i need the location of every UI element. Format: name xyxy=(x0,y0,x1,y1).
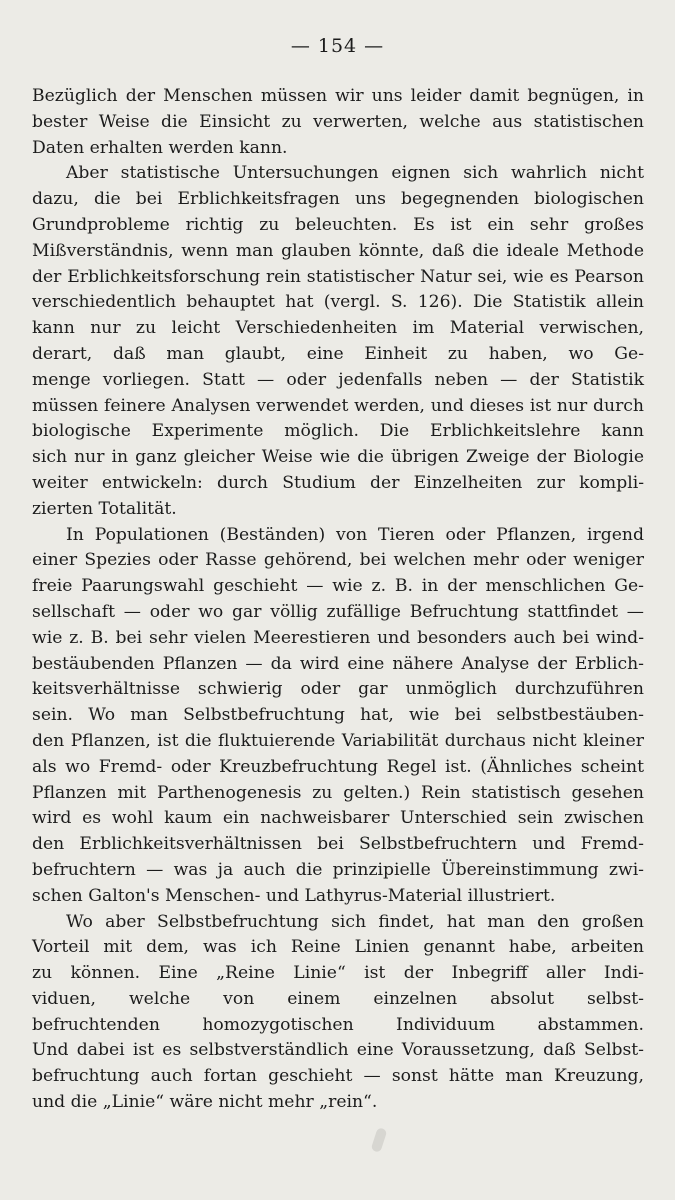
text-line: weiter entwickeln: durch Studium der Einzelheiten zur kompli- xyxy=(32,472,644,493)
text-line: verschiedentlich behauptet hat (vergl. S. 126). Die Statistik allein xyxy=(32,292,644,313)
text-line: bestäubenden Pflanzen — da wird eine nähere Analyse der Erblich- xyxy=(32,653,644,674)
text-line: Mißverständnis, wenn man glauben könnte, daß die ideale Methode xyxy=(32,240,644,261)
text-line: den Pflanzen, ist die fluktuierende Variabilität durchaus nicht kleiner xyxy=(32,730,644,751)
text-line: Aber statistische Untersuchungen eignen sich wahrlich nicht xyxy=(66,163,644,184)
paper-mark xyxy=(371,1127,388,1153)
text-line: Und dabei ist es selbstverständlich eine Voraussetzung, daß Selbst- xyxy=(32,1040,644,1061)
text-line: befruchtung auch fortan geschieht — sonst hätte man Kreuzung, xyxy=(32,1066,644,1087)
text-line: kann nur zu leicht Verschiedenheiten im Material verwischen, xyxy=(32,318,644,339)
text-line: schen Galton's Menschen- und Lathyrus-Material illustriert. xyxy=(32,885,556,906)
text-line: sich nur in ganz gleicher Weise wie die übrigen Zweige der Biologie xyxy=(32,447,644,468)
text-line: der Erblichkeitsforschung rein statistischer Natur sei, wie es Pearson xyxy=(32,266,644,287)
text-line: Bezüglich der Menschen müssen wir uns leider damit begnügen, in xyxy=(32,86,644,106)
paragraph-3 xyxy=(32,523,644,910)
text-line: zierten Totalität. xyxy=(32,498,177,519)
text-line: bester Weise die Einsicht zu verwerten, welche aus statistischen xyxy=(32,111,644,132)
text-line: Pflanzen mit Parthenogenesis zu gelten.) Rein statistisch gesehen xyxy=(32,782,644,803)
text-line: menge vorliegen. Statt — oder jedenfalls neben — der Statistik xyxy=(32,369,644,390)
text-line: als wo Fremd- oder Kreuzbefruchtung Regel ist. (Ähnliches scheint xyxy=(32,756,644,777)
page-number: — 154 — xyxy=(290,35,385,57)
text-line: sellschaft — oder wo gar völlig zufällige Befruchtung stattfindet — xyxy=(32,601,644,622)
text-line: wird es wohl kaum ein nachweisbarer Unterschied sein zwischen xyxy=(32,808,644,829)
text-line: derart, daß man glaubt, eine Einheit zu haben, wo Ge- xyxy=(32,343,644,364)
text-line: freie Paarungswahl geschieht — wie z. B. in der menschlichen Ge- xyxy=(32,576,644,597)
text-line: Wo aber Selbstbefruchtung sich findet, hat man den großen xyxy=(66,911,644,932)
body-text xyxy=(32,84,644,1116)
text-line: In Populationen (Beständen) von Tieren oder Pflanzen, irgend xyxy=(66,524,644,545)
text-line: befruchtern — was ja auch die prinzipielle Übereinstimmung zwi- xyxy=(32,859,644,880)
text-line: zu können. Eine „Reine Linie“ ist der Inbegriff aller Indi- xyxy=(32,963,644,984)
paragraph-2 xyxy=(32,161,644,522)
text-line: keitsverhältnisse schwierig oder gar unmöglich durchzuführen xyxy=(32,679,644,700)
text-line: viduen, welche von einem einzelnen absolut selbst- xyxy=(32,988,644,1009)
text-line: Vorteil mit dem, was ich Reine Linien genannt habe, arbeiten xyxy=(32,937,644,958)
text-line: Daten erhalten werden kann. xyxy=(32,137,288,158)
text-line: und die „Linie“ wäre nicht mehr „rein“. xyxy=(32,1092,378,1113)
paragraph-4 xyxy=(32,910,644,1116)
text-line: den Erblichkeitsverhältnissen bei Selbstbefruchtern und Fremd- xyxy=(32,834,644,855)
text-line: wie z. B. bei sehr vielen Meerestieren und besonders auch bei wind- xyxy=(32,627,644,648)
text-line: biologische Experimente möglich. Die Erblichkeitslehre kann xyxy=(32,421,644,442)
text-line: sein. Wo man Selbstbefruchtung hat, wie bei selbstbestäuben- xyxy=(32,705,644,726)
text-line: befruchtenden homozygotischen Individuum abstammen. xyxy=(32,1014,644,1035)
paragraph-1 xyxy=(32,84,644,161)
text-line: einer Spezies oder Rasse gehörend, bei welchen mehr oder weniger xyxy=(32,550,644,571)
text-line: dazu, die bei Erblichkeitsfragen uns begegnenden biologischen xyxy=(32,189,644,210)
text-line: müssen feinere Analysen verwendet werden, und dieses ist nur durch xyxy=(32,395,644,416)
text-line: Grundprobleme richtig zu beleuchten. Es ist ein sehr großes xyxy=(32,214,644,235)
